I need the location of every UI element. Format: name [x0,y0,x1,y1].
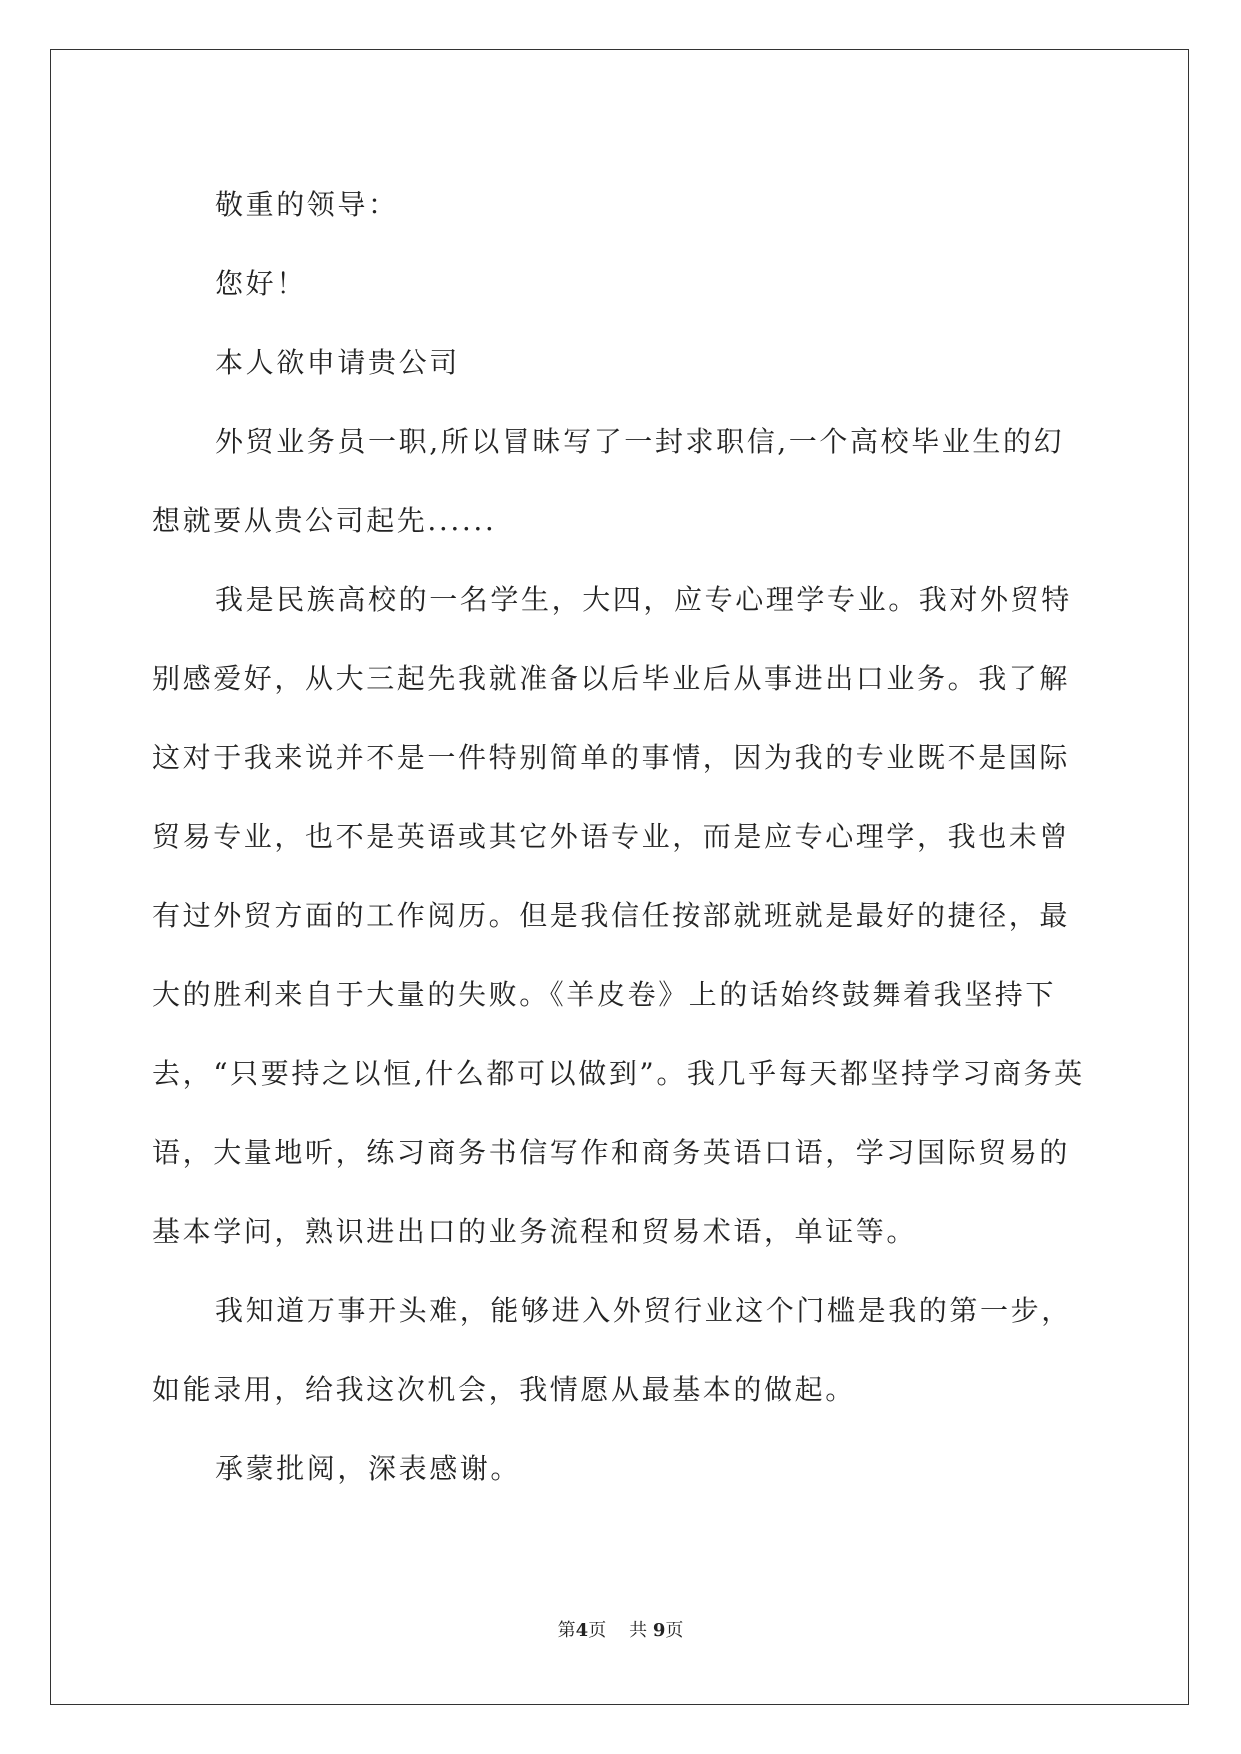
total-suffix: 页 [665,1620,684,1641]
page-suffix: 页 [588,1620,607,1641]
salutation: 敬重的领导： [215,188,399,221]
total-page-count: 9 [652,1620,666,1641]
paragraph-background: 我是民族高校的一名学生，大四，应专心理学专业。我对外贸特别感爱好，从大三起先我就准备以后毕业后从事进出口业务。我了解这对于我来说并不是一件特别简单的事情，因为我的专业既不是国际贸易专业，也不是英语或其它外语专业，而是应专心理学，我也未曾有过外贸方面的工作阅历。但是我信任按部就班就是最好的捷径，最大的胜利来自于大量的失败。《羊皮卷》上的话始终鼓舞着我坚持下去，“只要持之以恒,什么都可以做到”。我几乎每天都坚持学习商务英语，大量地听，练习商务书信写作和商务英语口语，学习国际贸易的基本学问，熟识进出口的业务流程和贸易术语，单证等。 [152,583,1085,1248]
page-prefix: 第 [557,1620,576,1641]
letter-body [152,165,1091,1508]
paragraph-commitment: 我知道万事开头难，能够进入外贸行业这个门槛是我的第一步，如能录用，给我这次机会，我情愿从最基本的做起。 [152,1294,1072,1406]
greeting: 您好！ [215,267,307,300]
current-page-number: 4 [575,1620,589,1641]
page-footer [0,1616,1241,1642]
total-prefix: 共 [629,1620,648,1641]
closing: 承蒙批阅，深表感谢。 [215,1452,522,1485]
paragraph-intro: 本人欲申请贵公司 [215,346,460,379]
paragraph-position: 外贸业务员一职,所以冒昧写了一封求职信,一个高校毕业生的幻想就要从贵公司起先...... [152,425,1065,537]
